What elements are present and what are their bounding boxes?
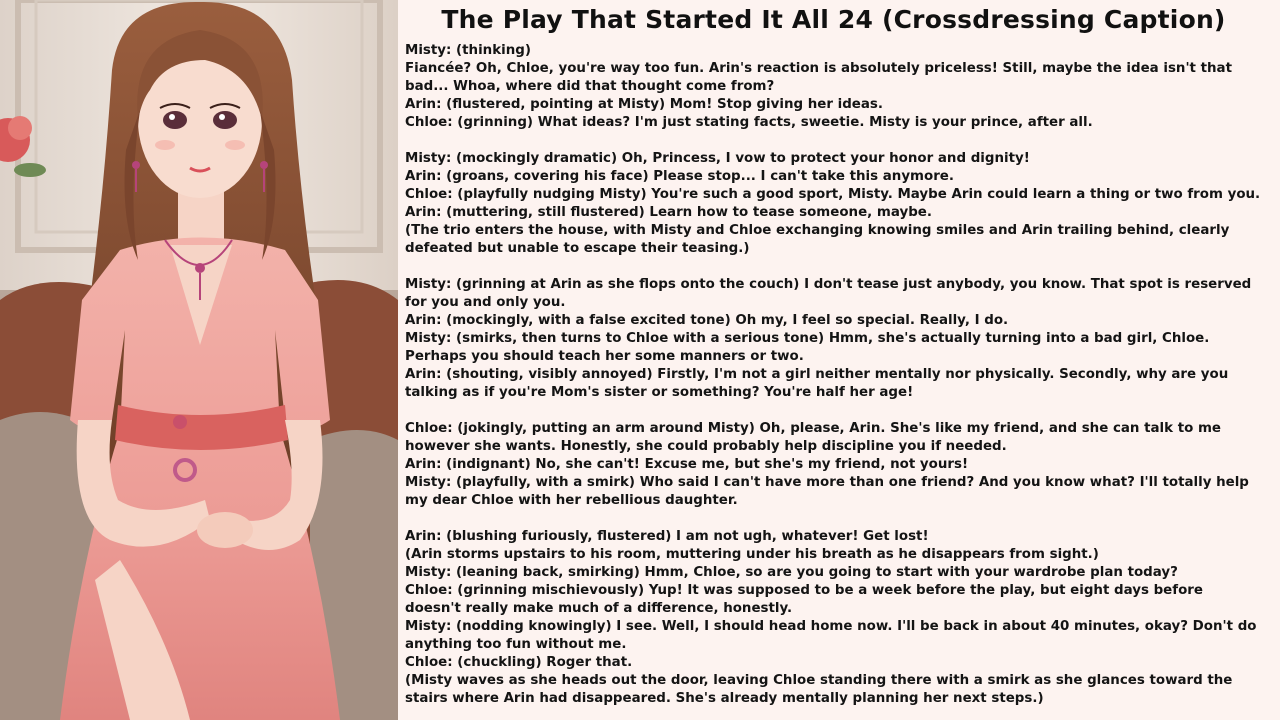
caption-line: Misty: (smirks, then turns to Chloe with a serious tone) Hmm, she's actually turning into a bad girl, Chloe. Perhaps you should teach her some manners or two. [405,331,1210,364]
caption-body [405,42,1262,708]
caption-title: The Play That Started It All 24 (Crossdressing Caption) [441,5,1226,34]
caption-paragraph [405,150,1262,258]
caption-line: (Arin storms upstairs to his room, muttering under his breath as he disappears from sight.) [405,547,1099,562]
caption-panel [398,0,1280,720]
caption-line: Chloe: (chuckling) Roger that. [405,655,633,670]
caption-line: Chloe: (jokingly, putting an arm around Misty) Oh, please, Arin. She's like my friend, and she can talk to me however she wants. Honestly, she could probably help discipline you if needed. [405,421,1222,454]
woman-in-pink-dress-illustration [0,0,398,720]
caption-line: Arin: (shouting, visibly annoyed) Firstly, I'm not a girl neither mentally nor physically. Secondly, why are you talking as if you're Mom's sister or something? You're half her age! [405,367,1229,400]
caption-line: (Misty waves as she heads out the door, leaving Chloe standing there with a smirk as she glances toward the stairs where Arin had disappeared. She's already mentally planning her next steps.) [405,673,1233,706]
caption-paragraph [405,528,1262,708]
caption-line: Misty: (leaning back, smirking) Hmm, Chloe, so are you going to start with your wardrobe plan today? [405,565,1178,580]
caption-line: Arin: (muttering, still flustered) Learn how to tease someone, maybe. [405,205,932,220]
caption-line: Misty: (mockingly dramatic) Oh, Princess, I vow to protect your honor and dignity! [405,151,1030,166]
caption-line: Misty: (nodding knowingly) I see. Well, I should head home now. I'll be back in about 40 minutes, okay? Don't do anything too fun without me. [405,619,1257,652]
caption-line: Chloe: (grinning mischievously) Yup! It was supposed to be a week before the play, but eight days before doesn't really make much of a difference, honestly. [405,583,1203,616]
character-illustration [0,0,398,720]
caption-paragraph [405,42,1262,132]
caption-paragraph [405,276,1262,402]
caption-line: Arin: (blushing furiously, flustered) I am not ugh, whatever! Get lost! [405,529,929,544]
caption-line: (The trio enters the house, with Misty and Chloe exchanging knowing smiles and Arin trailing behind, clearly defeated but unable to escape their teasing.) [405,223,1230,256]
caption-line: Misty: (grinning at Arin as she flops onto the couch) I don't tease just anybody, you know. That spot is reserved for you and only you. [405,277,1252,310]
caption-line: Arin: (groans, covering his face) Please stop... I can't take this anymore. [405,169,954,184]
caption-line: Chloe: (grinning) What ideas? I'm just stating facts, sweetie. Misty is your prince, after all. [405,115,1093,130]
caption-paragraph [405,420,1262,510]
caption-line: Misty: (playfully, with a smirk) Who said I can't have more than one friend? And you know what? I'll totally help my dear Chloe with her rebellious daughter. [405,475,1249,508]
caption-line: Chloe: (playfully nudging Misty) You're such a good sport, Misty. Maybe Arin could learn a thing or two from you. [405,187,1261,202]
caption-line: Fiancée? Oh, Chloe, you're way too fun. Arin's reaction is absolutely priceless! Still, maybe the idea isn't that bad... Whoa, where did that thought come from? [405,61,1232,94]
caption-line: Arin: (flustered, pointing at Misty) Mom! Stop giving her ideas. [405,97,883,112]
caption-line: Arin: (indignant) No, she can't! Excuse me, but she's my friend, not yours! [405,457,969,472]
caption-line: Misty: (thinking) [405,43,531,58]
caption-line: Arin: (mockingly, with a false excited tone) Oh my, I feel so special. Really, I do. [405,313,1009,328]
